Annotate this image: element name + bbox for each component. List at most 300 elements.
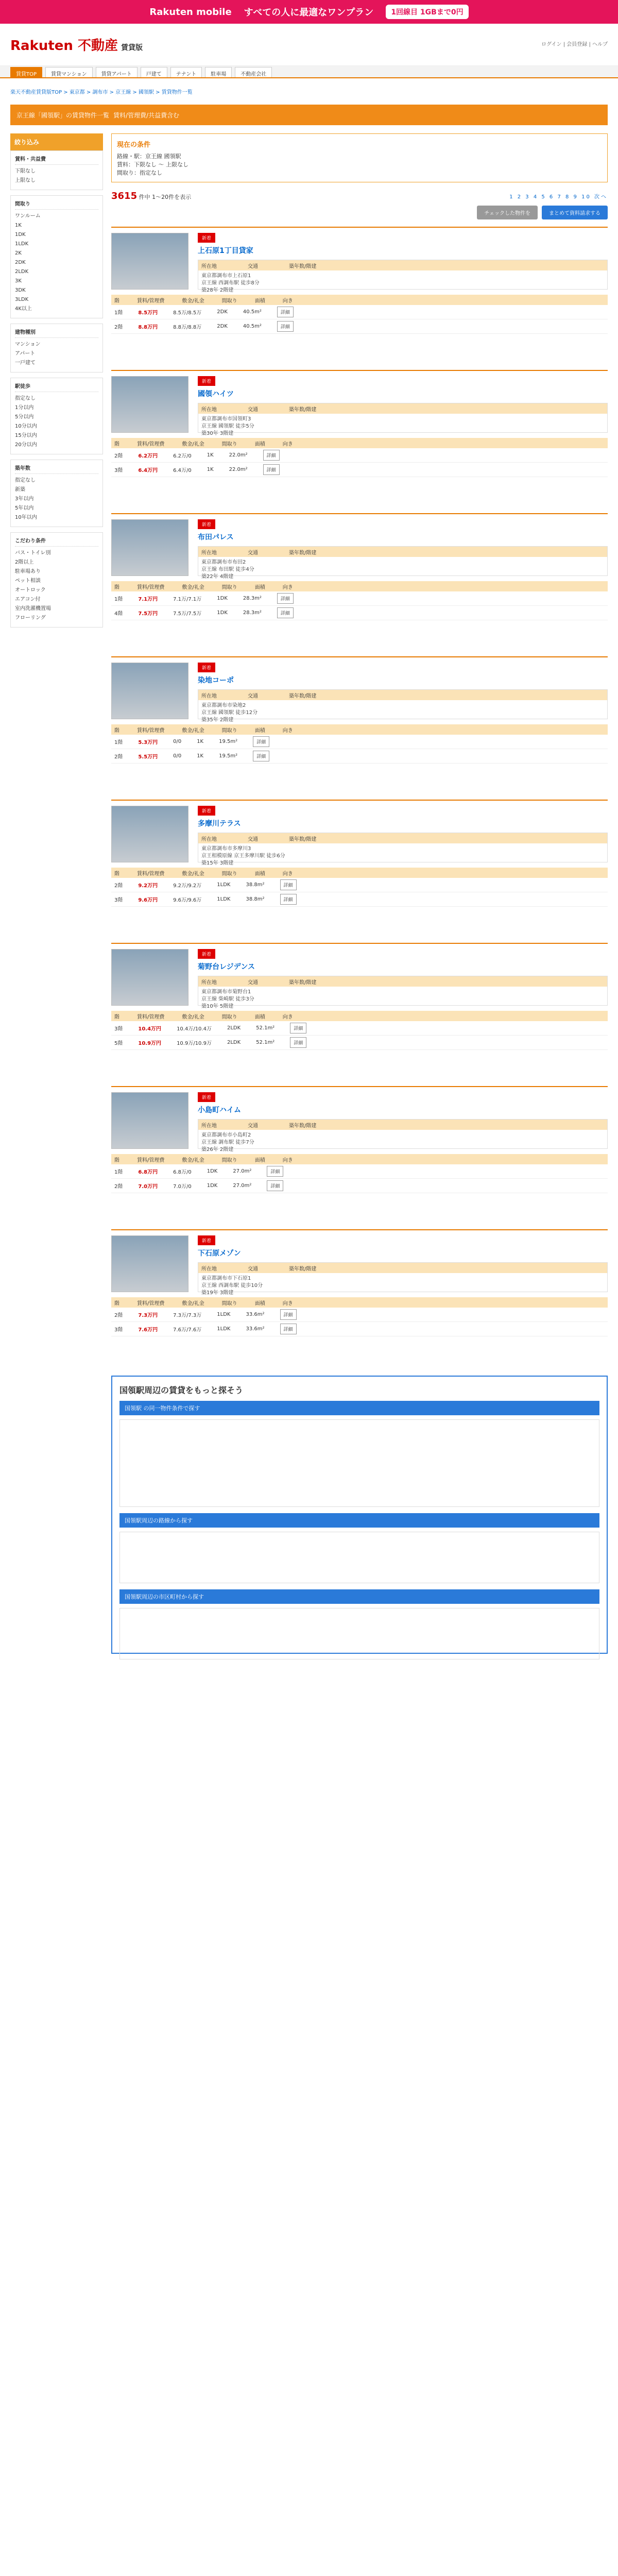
room-header-cell: 向き	[282, 871, 293, 877]
room-detail-button[interactable]: 詳細	[263, 450, 280, 461]
room-header-cell: 面積	[254, 1157, 265, 1163]
room-header-cell: 面積	[254, 871, 265, 877]
room-header-cell: 間取り	[221, 1157, 237, 1163]
info-header-cell: 交通	[248, 836, 258, 842]
gnav-item[interactable]: テナント	[170, 67, 202, 77]
room-layout: 1DK	[217, 610, 228, 616]
gnav-item[interactable]: 賃貸マンション	[45, 67, 93, 77]
filter-option[interactable]: ワンルーム	[15, 213, 41, 219]
filter-option[interactable]: 1分以内	[15, 405, 34, 411]
banner-headline: すべての人に最適なワンプラン	[244, 7, 374, 18]
room-deposit: 7.1万/7.1万	[173, 597, 202, 602]
filter-title: 建物種別	[15, 328, 98, 338]
room-header-cell: 敷金/礼金	[182, 727, 204, 734]
room-deposit: 6.4万/0	[173, 468, 192, 473]
listing-access: 京王相模原線 京王多摩川駅 徒歩6分	[201, 853, 285, 859]
more-search-title: 国領駅周辺の賃貸をもっと探そう	[119, 1385, 244, 1395]
listing-photo[interactable]	[111, 1092, 188, 1149]
info-header-cell: 交通	[248, 263, 258, 269]
room-detail-button[interactable]: 詳細	[277, 593, 294, 604]
result-count-unit: 件中 1〜20件を表示	[139, 194, 192, 200]
listing-photo[interactable]	[111, 949, 188, 1006]
filter-option[interactable]: 3K	[15, 278, 22, 284]
room-table-header	[111, 295, 608, 305]
listing-name[interactable]: 下石原メゾン	[198, 1249, 241, 1258]
listing-tag: 新着	[198, 1092, 215, 1102]
info-header-cell: 交通	[248, 693, 258, 699]
room-header-cell: 間取り	[221, 871, 237, 877]
info-row	[198, 1130, 607, 1153]
room-header-cell: 賃料/管理費	[137, 1157, 165, 1163]
room-table	[111, 438, 608, 477]
listing-card	[111, 513, 608, 649]
room-floor: 1階	[114, 310, 123, 316]
room-area: 38.8m²	[246, 896, 265, 902]
filter-option[interactable]: オートロック	[15, 587, 46, 593]
room-area: 22.0m²	[229, 452, 248, 458]
filter-option[interactable]: 2DK	[15, 260, 26, 265]
room-detail-button[interactable]: 詳細	[277, 307, 294, 317]
gnav-item[interactable]: 戸建て	[141, 67, 167, 77]
filter-rent	[10, 150, 103, 190]
gnav-item[interactable]: 賃貸TOP	[10, 67, 42, 77]
filter-option[interactable]: マンション	[15, 342, 41, 347]
filter-option[interactable]: 下限なし	[15, 168, 36, 174]
room-rent: 6.2万円	[138, 453, 158, 459]
room-deposit: 0/0	[173, 739, 182, 744]
filter-title: 築年数	[15, 464, 98, 474]
room-floor: 2階	[114, 325, 123, 330]
info-header-cell: 所在地	[201, 693, 217, 699]
filter-option[interactable]: 5分以内	[15, 414, 34, 420]
listing-name[interactable]: 布田パレス	[198, 533, 234, 541]
site-logo[interactable]	[10, 35, 143, 54]
header-link-login[interactable]: ログイン	[541, 41, 562, 47]
room-row	[111, 606, 608, 620]
filter-option[interactable]: 新築	[15, 487, 25, 493]
room-row	[111, 1179, 608, 1193]
listing-name[interactable]: 染地コーポ	[198, 676, 234, 685]
room-floor: 4階	[114, 611, 123, 617]
room-rent: 5.3万円	[138, 740, 158, 745]
info-header-cell: 築年数/階建	[289, 1266, 317, 1272]
more-search-panel	[111, 1376, 608, 1654]
listing-age: 築28年 2階建	[201, 287, 234, 293]
listing-name[interactable]: 多摩川テラス	[198, 820, 241, 828]
room-table	[111, 1154, 608, 1193]
filter-option[interactable]: 1DK	[15, 232, 26, 238]
room-layout: 1K	[207, 467, 214, 472]
info-header	[198, 260, 607, 270]
info-row	[198, 700, 607, 723]
room-detail-button[interactable]: 詳細	[253, 751, 269, 761]
room-area: 52.1m²	[256, 1025, 275, 1031]
info-row	[198, 270, 607, 293]
global-nav	[0, 66, 618, 78]
listing-age: 築30年 3階建	[201, 431, 234, 436]
filter-option[interactable]: 10分以内	[15, 423, 37, 429]
listing-tag: 新着	[198, 1235, 215, 1245]
info-header-cell: 築年数/階建	[289, 550, 317, 556]
listing-tag: 新着	[198, 233, 215, 243]
filter-option[interactable]: 上限なし	[15, 178, 36, 183]
filter-title: 賃料・共益費	[15, 155, 98, 165]
room-deposit: 7.3万/7.3万	[173, 1313, 202, 1318]
room-row	[111, 1164, 608, 1179]
room-layout: 1LDK	[217, 882, 231, 888]
room-layout: 2LDK	[227, 1025, 241, 1031]
info-header-cell: 所在地	[201, 550, 217, 556]
conditions-title: 現在の条件	[117, 141, 151, 149]
room-table	[111, 581, 608, 620]
room-rent: 6.4万円	[138, 468, 158, 473]
info-header-cell: 交通	[248, 1266, 258, 1272]
condition-line: 間取り：指定なし	[117, 170, 162, 176]
room-deposit: 7.0万/0	[173, 1184, 192, 1190]
filter-building	[10, 324, 103, 372]
listing-photo[interactable]	[111, 663, 188, 719]
room-header-cell: 敷金/礼金	[182, 441, 204, 447]
filter-option[interactable]: 2階以上	[15, 560, 34, 565]
filter-option[interactable]: 3年以内	[15, 496, 34, 502]
listing-info	[198, 976, 608, 1009]
listing-info	[198, 403, 608, 436]
info-header-cell: 所在地	[201, 263, 217, 269]
filter-option[interactable]: 20分以内	[15, 442, 37, 448]
filter-option[interactable]: 2LDK	[15, 269, 29, 275]
room-floor: 1階	[114, 1170, 123, 1175]
room-header-cell: 向き	[282, 1300, 293, 1307]
room-layout: 1DK	[207, 1183, 218, 1189]
room-header-cell: 向き	[282, 584, 293, 590]
info-header-cell: 交通	[248, 406, 258, 413]
room-rent: 9.2万円	[138, 883, 158, 889]
listing-card	[111, 1086, 608, 1222]
listing-age: 築15年 3階建	[201, 860, 234, 866]
room-detail-button[interactable]: 詳細	[280, 1324, 297, 1334]
listing-access: 京王線 調布駅 徒歩7分	[201, 1140, 254, 1145]
filter-age	[10, 460, 103, 527]
filter-title: こだわり条件	[15, 537, 98, 547]
room-floor: 3階	[114, 468, 123, 473]
listing-name[interactable]: 菊野台レジデンス	[198, 963, 255, 971]
room-floor: 3階	[114, 1026, 123, 1032]
listing-name[interactable]: 小島町ハイム	[198, 1106, 241, 1114]
room-header-cell: 面積	[254, 584, 265, 590]
info-header-cell: 築年数/階建	[289, 693, 317, 699]
room-header-cell: 間取り	[221, 298, 237, 304]
room-row	[111, 1322, 608, 1336]
room-deposit: 9.6万/9.6万	[173, 897, 202, 903]
room-table	[111, 724, 608, 764]
result-count	[111, 191, 191, 201]
room-floor: 2階	[114, 1184, 123, 1190]
check-all-button[interactable]: チェックした物件を	[477, 206, 538, 219]
more-search-sub[interactable]: 国領駅周辺の市区町村から探す	[119, 1589, 599, 1604]
result-count-number: 3615	[111, 191, 138, 201]
filter-option[interactable]: 10年以内	[15, 515, 37, 520]
info-header-cell: 築年数/階建	[289, 263, 317, 269]
bulk-actions	[111, 206, 608, 219]
room-floor: 3階	[114, 1327, 123, 1333]
filter-option[interactable]: 1K	[15, 223, 22, 228]
listing-card	[111, 370, 608, 506]
room-header-cell: 賃料/管理費	[137, 298, 165, 304]
listing-age: 築10年 5階建	[201, 1004, 234, 1009]
listing-tag: 新着	[198, 949, 215, 959]
listing-photo[interactable]	[111, 806, 188, 862]
condition-line: 賃料：下限なし 〜 上限なし	[117, 161, 188, 168]
room-layout: 1K	[197, 739, 204, 744]
room-detail-button[interactable]: 詳細	[277, 321, 294, 332]
filter-option[interactable]: 指定なし	[15, 396, 36, 401]
room-row	[111, 1308, 608, 1322]
room-rent: 5.5万円	[138, 754, 158, 760]
info-row	[198, 987, 607, 1009]
room-header-cell: 階	[114, 441, 119, 447]
filter-option[interactable]: 指定なし	[15, 478, 36, 483]
room-detail-button[interactable]: 詳細	[267, 1166, 283, 1177]
room-header-cell: 面積	[254, 298, 265, 304]
room-layout: 2DK	[217, 309, 228, 315]
room-detail-button[interactable]: 詳細	[280, 879, 297, 890]
gnav-item[interactable]: 不動産会社	[235, 67, 272, 77]
filter-option[interactable]: アパート	[15, 351, 36, 357]
listing-access: 京王線 國領駅 徒歩12分	[201, 710, 258, 716]
room-deposit: 7.5万/7.5万	[173, 611, 202, 617]
filter-option[interactable]: 3DK	[15, 287, 26, 293]
filter-title: 間取り	[15, 200, 98, 210]
info-header-cell: 築年数/階建	[289, 979, 317, 986]
room-header-cell: 敷金/礼金	[182, 1014, 204, 1020]
room-area: 28.3m²	[243, 596, 262, 601]
room-row	[111, 305, 608, 319]
listing-age: 築22年 4階建	[201, 574, 234, 580]
room-layout: 1DK	[217, 596, 228, 601]
info-header-cell: 築年数/階建	[289, 836, 317, 842]
room-deposit: 8.8万/8.8万	[173, 325, 202, 330]
room-floor: 2階	[114, 453, 123, 459]
room-header-cell: 向き	[282, 727, 293, 734]
listing-info	[198, 546, 608, 580]
room-header-cell: 面積	[254, 1014, 265, 1020]
listing-info	[198, 689, 608, 723]
room-rent: 7.6万円	[138, 1327, 158, 1333]
search-title: 京王線「國領駅」の賃貸物件一覧	[16, 111, 110, 119]
room-deposit: 6.2万/0	[173, 453, 192, 459]
info-header-cell: 所在地	[201, 979, 217, 986]
room-rent: 8.8万円	[138, 325, 158, 330]
listing-info	[198, 1262, 608, 1296]
room-floor: 2階	[114, 1313, 123, 1318]
filter-option[interactable]: 4K以上	[15, 306, 32, 312]
room-header-cell: 向き	[282, 1014, 293, 1020]
room-row	[111, 892, 608, 907]
listing-card	[111, 800, 608, 936]
room-area: 33.6m²	[246, 1312, 265, 1317]
room-header-cell: 賃料/管理費	[137, 1014, 165, 1020]
bulk-inquiry-button[interactable]: まとめて資料請求する	[542, 206, 608, 219]
listing-access: 京王線 西調布駅 徒歩10分	[201, 1283, 263, 1289]
room-row	[111, 1021, 608, 1036]
room-rent: 10.4万円	[138, 1026, 162, 1032]
site-header	[0, 24, 618, 66]
room-table-header	[111, 438, 608, 448]
header-link-register[interactable]: 会員登録	[566, 41, 588, 47]
room-row	[111, 749, 608, 764]
room-row	[111, 735, 608, 749]
listing-address: 東京都調布市下石原1	[201, 1276, 251, 1281]
room-floor: 1階	[114, 597, 123, 602]
filter-walk	[10, 378, 103, 454]
room-area: 19.5m²	[219, 739, 238, 744]
info-header	[198, 403, 607, 414]
room-detail-button[interactable]: 詳細	[263, 464, 280, 475]
more-search-sub[interactable]: 国領駅 の同一物件条件で探す	[119, 1401, 599, 1415]
listing-photo[interactable]	[111, 233, 188, 290]
filter-option[interactable]: 駐車場あり	[15, 569, 41, 574]
info-header-cell: 交通	[248, 550, 258, 556]
room-floor: 2階	[114, 754, 123, 760]
more-search-sub[interactable]: 国領駅周辺の路線から探す	[119, 1513, 599, 1528]
room-detail-button[interactable]: 詳細	[280, 894, 297, 905]
room-layout: 1LDK	[217, 896, 231, 902]
room-detail-button[interactable]: 詳細	[253, 736, 269, 747]
promo-banner[interactable]	[0, 0, 618, 24]
room-detail-button[interactable]: 詳細	[280, 1309, 297, 1320]
room-header-cell: 面積	[254, 727, 265, 734]
room-detail-button[interactable]: 詳細	[277, 607, 294, 618]
room-rent: 7.1万円	[138, 597, 158, 602]
room-layout: 2LDK	[227, 1040, 241, 1045]
listing-tag: 新着	[198, 806, 215, 816]
listing-tag: 新着	[198, 519, 215, 529]
room-layout: 1DK	[207, 1168, 218, 1174]
listing-photo[interactable]	[111, 1235, 188, 1292]
filter-option[interactable]: 1LDK	[15, 241, 29, 247]
listing-address: 東京都調布市菊野台1	[201, 989, 251, 995]
room-deposit: 8.5万/8.5万	[173, 310, 202, 316]
room-header-cell: 敷金/礼金	[182, 298, 204, 304]
room-header-cell: 賃料/管理費	[137, 584, 165, 590]
room-row	[111, 878, 608, 892]
room-header-cell: 賃料/管理費	[137, 1300, 165, 1307]
info-header-cell: 築年数/階建	[289, 406, 317, 413]
search-extra: 賃料/管理費/共益費含む	[113, 111, 180, 119]
room-header-cell: 間取り	[221, 1300, 237, 1307]
room-table-header	[111, 724, 608, 735]
room-header-cell: 階	[114, 298, 119, 304]
listing-access: 京王線 國領駅 徒歩5分	[201, 423, 254, 429]
room-header-cell: 敷金/礼金	[182, 1300, 204, 1307]
pager[interactable]: 1 2 3 4 5 6 7 8 9 10 次へ	[509, 194, 608, 200]
listing-age: 築35年 2階建	[201, 717, 234, 723]
filter-option[interactable]: フローリング	[15, 615, 46, 621]
info-header	[198, 833, 607, 843]
room-rent: 7.0万円	[138, 1184, 158, 1190]
listing-photo[interactable]	[111, 519, 188, 576]
room-rent: 7.3万円	[138, 1313, 158, 1318]
info-header-cell: 所在地	[201, 1123, 217, 1129]
listing-photo[interactable]	[111, 376, 188, 433]
room-header-cell: 間取り	[221, 441, 237, 447]
filter-option[interactable]: 室内洗濯機置場	[15, 606, 51, 612]
room-header-cell: 間取り	[221, 1014, 237, 1020]
room-area: 33.6m²	[246, 1326, 265, 1332]
listing-info	[198, 260, 608, 293]
room-table-header	[111, 1154, 608, 1164]
listing-tag: 新着	[198, 376, 215, 386]
filter-option[interactable]: 15分以内	[15, 433, 37, 438]
filter-option[interactable]: 一戸建て	[15, 360, 36, 366]
room-deposit: 7.6万/7.6万	[173, 1327, 202, 1333]
room-area: 40.5m²	[243, 309, 262, 315]
search-title-bar	[10, 105, 608, 125]
room-table-header	[111, 1011, 608, 1021]
gnav-item[interactable]: 賃貸アパート	[96, 67, 138, 77]
room-floor: 1階	[114, 740, 123, 745]
listing-address: 東京都調布市布田2	[201, 560, 246, 565]
gnav-item[interactable]: 駐車場	[205, 67, 232, 77]
room-rent: 6.8万円	[138, 1170, 158, 1175]
info-header-cell: 交通	[248, 979, 258, 986]
room-header-cell: 間取り	[221, 584, 237, 590]
condition-line: 路線・駅：京王線 國領駅	[117, 153, 181, 160]
filter-option[interactable]: エアコン付	[15, 597, 41, 602]
room-area: 52.1m²	[256, 1040, 275, 1045]
filter-option[interactable]: 5年以内	[15, 505, 34, 511]
room-detail-button[interactable]: 詳細	[290, 1023, 306, 1033]
room-detail-button[interactable]: 詳細	[290, 1037, 306, 1048]
room-area: 40.5m²	[243, 324, 262, 329]
listing-tag: 新着	[198, 663, 215, 672]
room-floor: 2階	[114, 883, 123, 889]
room-header-cell: 階	[114, 1300, 119, 1307]
room-header-cell: 階	[114, 1157, 119, 1163]
listing-access: 京王線 柴崎駅 徒歩3分	[201, 996, 254, 1002]
room-header-cell: 向き	[282, 441, 293, 447]
room-row	[111, 463, 608, 477]
room-table-header	[111, 868, 608, 878]
listing-address: 東京都調布市多摩川3	[201, 846, 251, 852]
current-conditions	[111, 133, 608, 182]
filter-option[interactable]: ペット相談	[15, 578, 41, 584]
filter-features	[10, 532, 103, 628]
filter-layout	[10, 195, 103, 318]
listing-name[interactable]: 國領ハイツ	[198, 390, 234, 398]
sidebar	[10, 133, 103, 2576]
room-header-cell: 階	[114, 1014, 119, 1020]
room-layout: 2DK	[217, 324, 228, 329]
room-row	[111, 591, 608, 606]
room-layout: 1K	[207, 452, 214, 458]
listing-card	[111, 943, 608, 1079]
filter-option[interactable]: 2K	[15, 250, 22, 256]
filter-option[interactable]: 3LDK	[15, 297, 29, 302]
room-row	[111, 319, 608, 334]
room-rent: 8.5万円	[138, 310, 158, 316]
listing-name[interactable]: 上石原1丁目貸家	[198, 247, 253, 255]
results-main	[111, 133, 608, 2576]
header-link-help[interactable]: ヘルプ	[592, 41, 608, 47]
room-header-cell: 敷金/礼金	[182, 871, 204, 877]
filter-option[interactable]: バス・トイレ別	[15, 550, 51, 556]
room-area: 22.0m²	[229, 467, 248, 472]
listing-card	[111, 656, 608, 792]
result-count-bar	[111, 191, 608, 201]
room-detail-button[interactable]: 詳細	[267, 1180, 283, 1191]
breadcrumb[interactable]: 楽天不動産賃貸版TOP > 東京都 > 調布市 > 京王線 > 國領駅 > 賃貸物件一覧	[10, 90, 193, 95]
